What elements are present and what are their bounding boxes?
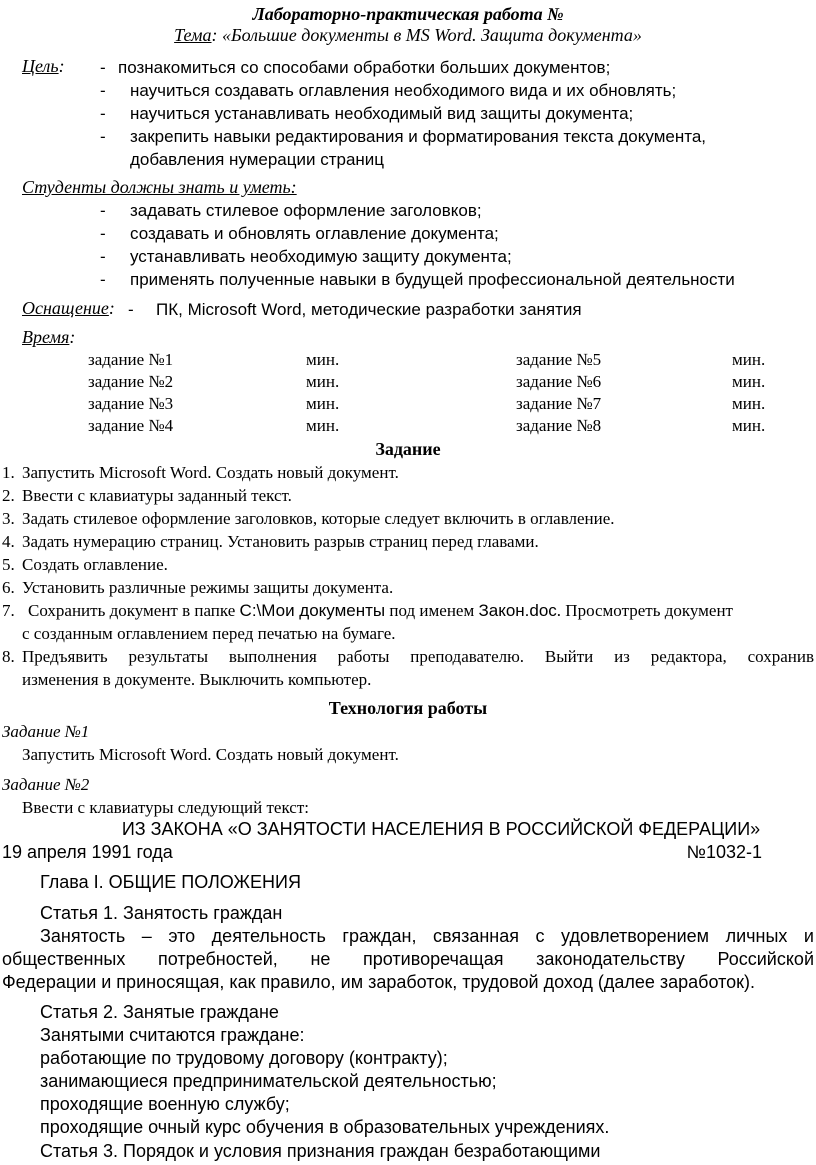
task-item-7-part3: . Просмотреть документ (556, 601, 733, 620)
time-task-2: задание №2 (88, 372, 174, 391)
time-task-4: задание №4 (88, 416, 174, 435)
skills-item-4: применять полученные навыки в будущей профессиональной деятельности (130, 270, 735, 289)
time-task-5: задание №5 (516, 350, 602, 369)
technology-task2-label: Задание №2 (2, 775, 90, 794)
skills-label: Студенты должны знать и уметь: (22, 177, 297, 197)
task-num-6: 6. (2, 578, 15, 597)
goal-item-2: научиться создавать оглавления необходимого вида и их обновлять; (130, 81, 677, 100)
theme-text: : «Большие документы в MS Word. Защита документа» (211, 25, 642, 45)
theme-label: Тема (174, 25, 212, 45)
time-unit-2: мин. (306, 372, 340, 391)
time-task-7: задание №7 (516, 394, 602, 413)
law-number: №1032-1 (686, 842, 762, 862)
article1-line3: Федерации и приносящая, как правило, им заработок, трудовой доход (далее заработок). (2, 972, 756, 992)
time-unit-6: мин. (732, 372, 766, 391)
article3-title: Статья 3. Порядок и условия признания граждан безработающими (40, 1141, 601, 1161)
skills-dash-2: - (100, 224, 106, 243)
task-num-8: 8. (2, 647, 15, 666)
technology-task1-label: Задание №1 (2, 722, 90, 741)
folder-path: С:\Мои документы (239, 601, 386, 620)
task-num-7: 7. (2, 601, 15, 620)
equipment-label-text: Оснащение (22, 298, 109, 318)
time-label-text: Время (22, 327, 70, 347)
skills-item-3: устанавливать необходимую защиту документа; (130, 247, 512, 266)
task-heading: Задание (375, 439, 441, 459)
task-item-3: Задать стилевое оформление заголовков, которые следует включить в оглавление. (22, 509, 615, 528)
task-item-8: Предъявить результаты выполнения работы преподавателю. Выйти из редактора, сохранив (22, 647, 814, 666)
article2-line-5: проходящие очный курс обучения в образовательных учреждениях. (40, 1117, 610, 1137)
task-num-1: 1. (2, 463, 15, 482)
article2-line-3: занимающиеся предпринимательской деятельностью; (40, 1071, 497, 1091)
goal-dash-3: - (100, 104, 106, 123)
time-unit-1: мин. (306, 350, 340, 369)
skills-item-2: создавать и обновлять оглавление документа; (130, 224, 499, 243)
goal-label-text: Цель (22, 56, 59, 76)
law-date: 19 апреля 1991 года (2, 842, 173, 862)
technology-heading: Технология работы (328, 698, 488, 718)
task-item-4: Задать нумерацию страниц. Установить разрыв страниц перед главами. (22, 532, 539, 551)
task-item-6: Установить различные режимы защиты документа. (22, 578, 394, 597)
document-theme (0, 25, 816, 46)
skills-item-1: задавать стилевое оформление заголовков; (130, 201, 482, 220)
time-unit-3: мин. (306, 394, 340, 413)
time-task-3: задание №3 (88, 394, 174, 413)
goal-item-3: научиться устанавливать необходимый вид защиты документа; (130, 104, 634, 123)
law-title: ИЗ ЗАКОНА «О ЗАНЯТОСТИ НАСЕЛЕНИЯ В РОССИЙСКОЙ ФЕДЕРАЦИИ» (121, 819, 761, 839)
article1-line2: общественных потребностей, не противоречащая законодательству Российской (2, 949, 814, 969)
task-item-7 (28, 601, 814, 621)
skills-dash-3: - (100, 247, 106, 266)
equipment-text: ПК, Microsoft Word, методические разработки занятия (156, 300, 582, 319)
task-item-5: Создать оглавление. (22, 555, 168, 574)
law-chapter: Глава I. ОБЩИЕ ПОЛОЖЕНИЯ (40, 872, 301, 892)
goal-item-4: закрепить навыки редактирования и форматирования текста документа, (130, 127, 706, 146)
technology-task1-text: Запустить Microsoft Word. Создать новый документ. (22, 745, 399, 764)
task-num-3: 3. (2, 509, 15, 528)
time-unit-5: мин. (732, 350, 766, 369)
time-label (22, 327, 75, 348)
goal-colon: : (58, 56, 65, 76)
goal-item-4-cont: добавления нумерации страниц (130, 150, 385, 169)
task-num-2: 2. (2, 486, 15, 505)
goal-dash-2: - (100, 81, 106, 100)
equipment-colon: : (108, 298, 115, 318)
skills-dash-4: - (100, 270, 106, 289)
file-name: Закон.doc (478, 601, 557, 620)
equipment-dash: - (128, 300, 134, 319)
article2-line-2: работающие по трудовому договору (контракту); (40, 1048, 448, 1068)
equipment-label (22, 298, 115, 319)
goal-item-1: познакомиться со способами обработки больших документов; (118, 58, 611, 77)
task-item-8-cont: изменения в документе. Выключить компьютер. (22, 670, 372, 689)
article2-line-4: проходящие военную службу; (40, 1094, 290, 1114)
time-colon: : (69, 327, 76, 347)
article1-title: Статья 1. Занятость граждан (40, 903, 283, 923)
article2-line-1: Занятыми считаются граждане: (40, 1025, 305, 1045)
task-item-7-cont: с созданным оглавлением перед печатью на бумаге. (22, 624, 396, 643)
time-task-8: задание №8 (516, 416, 602, 435)
time-task-6: задание №6 (516, 372, 602, 391)
task-num-5: 5. (2, 555, 15, 574)
goal-label (22, 56, 65, 77)
article2-title: Статья 2. Занятые граждане (40, 1002, 279, 1022)
article1-line1: Занятость – это деятельность граждан, связанная с удовлетворением личных и (40, 926, 814, 946)
task-item-2: Ввести с клавиатуры заданный текст. (22, 486, 292, 505)
technology-task2-text: Ввести с клавиатуры следующий текст: (22, 798, 309, 817)
task-item-7-part1: Сохранить документ в папке (28, 601, 240, 620)
time-unit-7: мин. (732, 394, 766, 413)
time-unit-8: мин. (732, 416, 766, 435)
goal-dash-4: - (100, 127, 106, 146)
time-task-1: задание №1 (88, 350, 174, 369)
task-item-1: Запустить Microsoft Word. Создать новый документ. (22, 463, 399, 482)
document-title: Лабораторно-практическая работа № (252, 4, 564, 24)
task-item-7-part2: под именем (385, 601, 479, 620)
time-unit-4: мин. (306, 416, 340, 435)
goal-dash-1: - (100, 58, 106, 77)
task-num-4: 4. (2, 532, 15, 551)
skills-dash-1: - (100, 201, 106, 220)
